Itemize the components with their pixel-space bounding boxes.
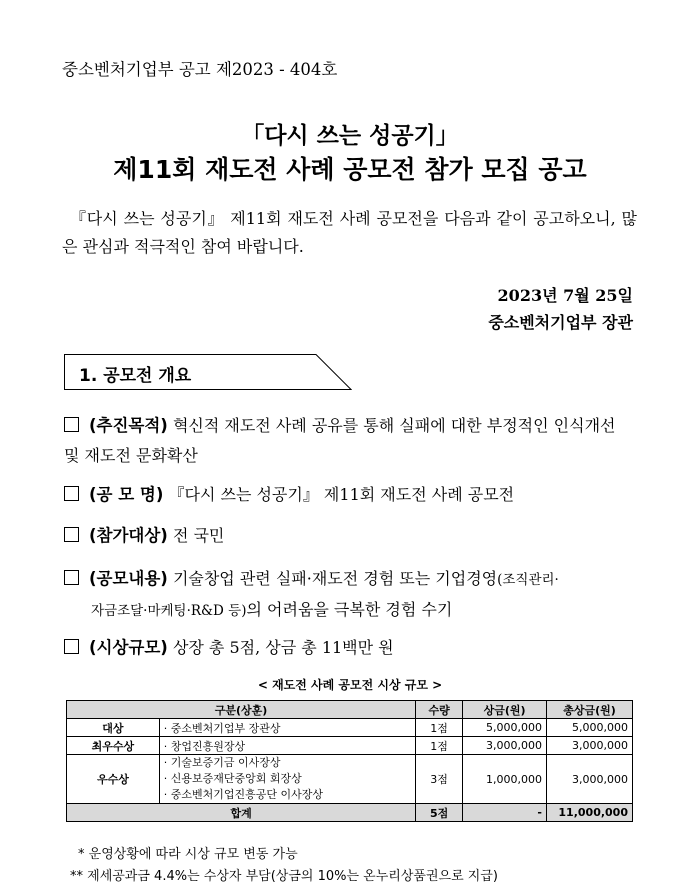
checkbox-square-icon [64, 527, 79, 542]
section-title: 1. 공모전 개요 [79, 366, 192, 386]
prize-cell: 3,000,000 [463, 737, 547, 755]
checkbox-square-icon [64, 639, 79, 654]
title-line-1: 「다시 쓰는 성공기」 [241, 123, 459, 149]
grand-total-cell: 11,000,000 [547, 804, 633, 822]
total-cell: 5,000,000 [547, 719, 633, 737]
issuer: 중소벤처기업부 장관 [488, 313, 633, 332]
award-name-cell [159, 755, 415, 804]
item-label: (시상규모) [89, 638, 168, 657]
item-award-scale [64, 633, 636, 663]
count-cell: 1점 [416, 719, 463, 737]
announcement-date: 2023년 7월 25일 [497, 286, 633, 305]
award-name-cell: · 창업진흥원장상 [159, 737, 415, 755]
header-count: 수량 [416, 701, 463, 719]
header-total: 총상금(원) [547, 701, 633, 719]
award-name-cell: · 중소벤처기업부 장관상 [159, 719, 415, 737]
item-label: (참가대상) [89, 526, 168, 545]
header-category: 구분(상훈) [67, 701, 416, 719]
grade-cell: 우수상 [67, 755, 160, 804]
table-row [67, 755, 633, 804]
section-heading-box [64, 354, 352, 390]
award-name: · 기술보증기금 이사장상 [163, 756, 281, 769]
table-header-row [67, 701, 633, 719]
intro-paragraph: 『다시 쓰는 성공기』 제11회 재도전 사례 공모전을 다음과 같이 공고하오니, 많은 관심과 적극적인 참여 바랍니다. [62, 209, 637, 256]
footnote: * 운영상황에 따라 시상 규모 변동 가능 [78, 847, 298, 862]
checkbox-square-icon [64, 417, 79, 432]
award-table [66, 700, 633, 822]
table-total-row [67, 804, 633, 822]
item-label: (공모내용) [89, 569, 168, 588]
prize-cell: 1,000,000 [463, 755, 547, 804]
item-content [64, 564, 636, 626]
count-cell: 3점 [416, 755, 463, 804]
title-line-2: 제11회 재도전 사례 공모전 참가 모집 공고 [113, 155, 587, 184]
award-name: · 중소벤처기업진흥공단 이사장상 [163, 788, 324, 801]
item-text: 혁신적 재도전 사례 공유를 통해 실패에 대한 부정적인 인식개선 및 재도전 문화확산 [64, 416, 616, 465]
item-text-parenthetical: 자금조달·마케팅·R&D 등) [91, 603, 247, 619]
item-text-parenthetical: (조직관리· [497, 572, 559, 588]
item-label: (추진목적) [89, 416, 168, 435]
checkbox-square-icon [64, 570, 79, 585]
item-contest-name [64, 480, 636, 510]
total-count-cell: 5점 [416, 804, 463, 822]
grade-cell: 최우수상 [67, 737, 160, 755]
award-name: · 신용보증재단중앙회 회장상 [163, 772, 302, 785]
total-cell: 3,000,000 [547, 755, 633, 804]
total-label-cell: 합계 [67, 804, 416, 822]
total-cell: 3,000,000 [547, 737, 633, 755]
count-cell: 1점 [416, 737, 463, 755]
table-row [67, 737, 633, 755]
notice-number: 중소벤처기업부 공고 제2023 - 404호 [62, 60, 338, 79]
total-prize-cell: - [463, 804, 547, 822]
item-text: 『다시 쓰는 성공기』 제11회 재도전 사례 공모전 [168, 485, 515, 504]
item-eligibility [64, 521, 636, 551]
item-text: 전 국민 [172, 526, 225, 545]
prize-cell: 5,000,000 [463, 719, 547, 737]
item-text: 기술창업 관련 실패·재도전 경험 또는 기업경영 [172, 569, 498, 588]
table-caption: < 재도전 사례 공모전 시상 규모 > [257, 678, 443, 692]
checkbox-square-icon [64, 486, 79, 501]
item-text: 의 어려움을 극복한 경험 수기 [246, 600, 453, 619]
table-row [67, 719, 633, 737]
item-label: (공 모 명) [89, 485, 164, 504]
footnote: ** 제세공과금 4.4%는 수상자 부담(상금의 10%는 온누리상품권으로 지급) [70, 869, 498, 884]
header-prize: 상금(원) [463, 701, 547, 719]
item-text: 상장 총 5점, 상금 총 11백만 원 [172, 638, 394, 657]
grade-cell: 대상 [67, 719, 160, 737]
item-purpose [64, 411, 636, 471]
